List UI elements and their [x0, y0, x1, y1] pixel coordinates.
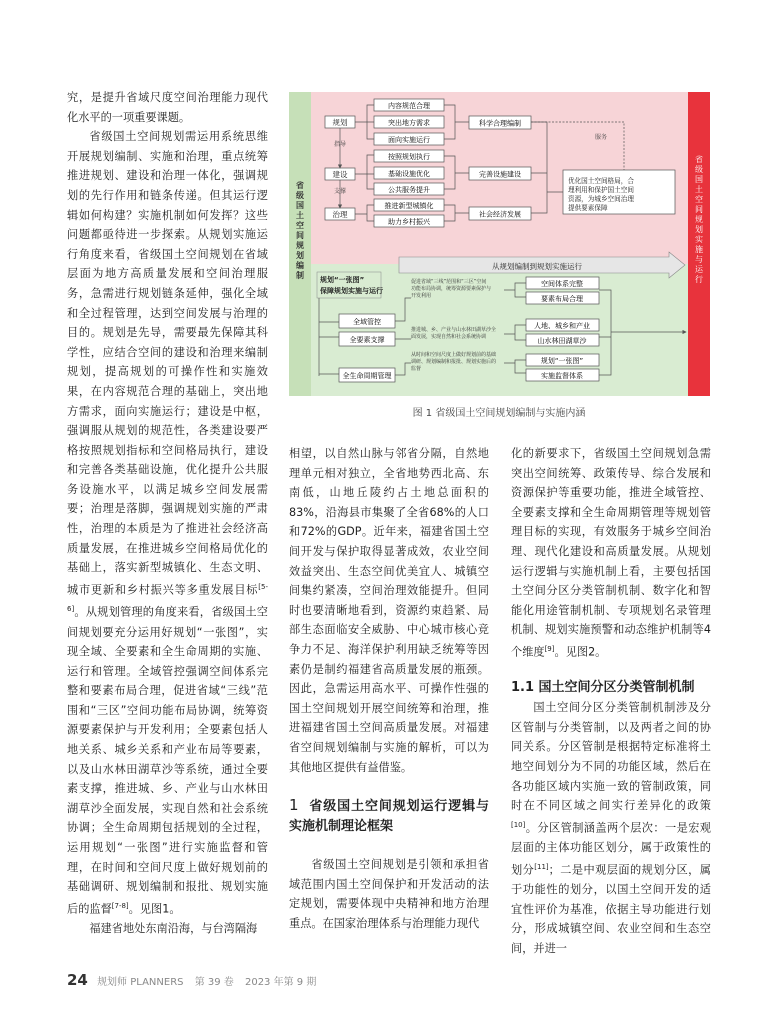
build-item: 公共服务提升: [388, 186, 430, 194]
paragraph: [511, 444, 711, 662]
desc-2: 推进城、乡、产业与山水林田湖草沙全 面发展，实现自然和社会系统协调: [411, 327, 497, 340]
paragraph: 福建省地处东南沿海，与台湾隔海: [89, 922, 258, 936]
plan-items: [374, 99, 444, 145]
left-band-label: 省级国土空间规划编制: [296, 181, 304, 280]
citation: [9]: [544, 644, 555, 653]
desc-3: 从时间和空间尺度上做好规划前的基础 调研、规划编制和报批、规划实施后的 监督: [411, 352, 497, 372]
govern-item: 推进新型城镇化: [384, 202, 434, 210]
paragraph: [67, 127, 268, 919]
right-band-label: 省级国土空间规划实施与运行: [695, 155, 703, 284]
column-2: [289, 444, 489, 933]
citation: [11]: [534, 862, 549, 871]
result-box: 空间体系完整: [541, 280, 583, 288]
paragraph: 究，是提升省域尺度空间治理能力现代化水平的一项重要课题。: [67, 91, 268, 124]
support-label: 支撑: [333, 188, 347, 195]
build-item: 按照规划执行: [388, 153, 430, 161]
section-title: 省级国土空间规划运行逻辑与实施机制理论框架: [289, 799, 489, 835]
mid-box: 完善设施建设: [479, 170, 521, 179]
govern-item: 助力乡村振兴: [388, 218, 430, 226]
paragraph-text: 。分区管制涵盖两个层次：一是宏观层面的主体功能区划分，属于政策性的划分: [511, 821, 711, 877]
right-band: [688, 92, 710, 396]
goal-text: 优化国土空间格局，合 理利用和保护国土空间 资源，为城乡空间治理 提供要素保障: [568, 177, 634, 212]
result-box: 要素布局合理: [541, 295, 583, 303]
page-footer: [67, 971, 316, 989]
page-number: 24: [67, 971, 88, 989]
paragraph: 相望，以自然山脉与邻省分隔，自然地理单元相对独立，全省地势西北高、东南低，山地丘陵约占土地总面积的83%，沿海县市集聚了全省68%的人口和72%的GDP。近年来，福建省国土空间开发与保护取得显著成效，农业空间效益突出、生态空间优美宜人、城镇空间集约紧凑，空间治理效能提升。但同时也要清晰地看到，资源约束趋紧、局部生态面临安全威胁、中心城市核心竞争力不足、海洋保护利用缺乏统筹等因素仍是制约福建省高质量发展的瓶颈。因此，急需运用高水平、可操作性强的国土空间规划开展空间统筹和治理，推进福建省国土空间高质量发展。对福建省空间规划编制与实施的解析，可以为其他地区提供有益借鉴。: [289, 447, 489, 774]
journal-name: 规划师 PLANNERS: [97, 977, 184, 988]
citation: [7-8]: [111, 901, 129, 910]
result-box: 人地、城乡和产业: [534, 322, 590, 330]
onemap-title: 规划“一张图” 保障规划实施与运行: [320, 276, 383, 295]
build-item: 基础设施优化: [388, 170, 430, 178]
service-label: 服务: [595, 134, 608, 141]
svg-text:治理: 治理: [332, 210, 348, 219]
plan-item: 内容规范合理: [388, 102, 430, 110]
svg-text:规划: 规划: [332, 118, 348, 127]
volume: 第 39 卷: [194, 977, 234, 988]
paragraph-text: 。见图2。: [554, 645, 607, 659]
transition-label: 从规划编制到规划实施运行: [492, 262, 582, 271]
paragraph-text: 。见图1。: [128, 902, 181, 916]
svg-text:建设: 建设: [332, 170, 348, 179]
mgmt-box: 全要素支撑: [349, 336, 385, 344]
citation: [5-6]: [67, 582, 268, 614]
result-boxes: [526, 277, 599, 381]
build-items: [374, 150, 444, 195]
issue: 2023 年第 9 期: [244, 977, 317, 988]
section-number: 1: [289, 796, 299, 815]
column-3: [511, 444, 711, 958]
result-box: 规划“一张图”: [540, 357, 584, 365]
mid-box: 社会经济发展: [479, 210, 521, 219]
mgmt-box: 全域管控: [353, 318, 381, 326]
plan-item: 突出地方需求: [388, 119, 430, 127]
result-box: 实施监督体系: [541, 372, 583, 380]
paragraph: [511, 698, 711, 958]
mgmt-box: 全生命周期管理: [342, 372, 392, 380]
paragraph-text: 化的新要求下，省级国土空间规划急需突出空间统筹、政策传导、综合发展和资源保护等重要功能，推进全域管控、全要素支撑和全生命周期管理等规划管理目标的实现，有效服务于城乡空间治理、现代化建设和高质量发展。从规划运行逻辑与实施机制上看，主要包括国土空间分区分类管制机制、数字化和智能化用途管制机制、专项规划名录管理机制、规划实施预警和动态维护机制等4个维度: [511, 447, 711, 659]
figure-1-diagram: [289, 92, 710, 396]
paragraph-text: 国土空间分区分类管制机制涉及分区管制与分类管制，以及两者之间的协同关系。分区管制是根据特定标准将土地空间划分为不同的功能区域，然后在各功能区域内实施一致的管制政策，同时在不同区域之间实行差异化的政策: [511, 701, 711, 813]
paragraph-text: ；二是中观层面的规划分区，属于功能性的划分，以国土空间开发的适宜性评价为基准，依据主导功能进行划分，形成城镇空间、农业空间和生态空间，并进一: [511, 863, 711, 955]
figure-1: [289, 92, 710, 396]
figure-caption: 图 1 省级国土空间规划编制与实施内涵: [412, 408, 586, 419]
result-box: 山水林田湖草沙: [537, 337, 587, 345]
paragraph-text: 省级国土空间规划需运用系统思维开展规划编制、实施和治理，重点统筹推进规划、建设和治理一体化，强调规划的先行作用和链条传递。但其运行逻辑如何构建？实施机制如何发挥？这些问题都亟待进一步探索。从规划实施运行角度来看，省级国土空间规划在省域层面为地方高质量发展和空间治理服务，急需进行规划链条延伸，强化全域和全过程管理，达到空间发展与治理的目的。规划是先导，需要最先保障其科学性，应结合空间的建设和治理来编制规划，提高规划的可操作性和实施效果，在内容规范合理的基础上，突出地方需求，面向实施运行；建设是中枢，强调服从规划的规范性，各类建设要严格按照规划指标和空间格局执行，建设和完善各类基础设施，优化提升公共服务设施水平，以满足城乡空间发展需要；治理是落脚，强调规划实施的严肃性，治理的本质是为了推进社会经济高质量发展，在推进城乡空间格局优化的基础上，落实新型城镇化、生态文明、城市更新和乡村振兴等多重发展目标: [67, 130, 268, 597]
stage-plan: [325, 116, 355, 128]
plan-item: 面向实施运行: [388, 136, 430, 144]
column-1: [67, 88, 268, 939]
stage-build: [325, 168, 355, 180]
citation: [10]: [511, 820, 526, 829]
paragraph: 省级国土空间规划是引领和承担省域范围内国土空间保护和开发活动的法定规划，需要体现中央精神和地方治理重点。在国家治理体系与治理能力现代: [289, 858, 489, 930]
paragraph-text: 。从规划管理的角度来看，省级国土空间规划要充分运用好规划“一张图”，实现全域、全要素和全生命周期的实施、运行和管理。全域管控强调空间体系完整和要素布局合理，促进省域“三线”范围和“三区”空间功能布局协调，统筹资源要素保护与开发利用；全要素包括人地关系、城乡关系和产业布局等要素，以及山水林田湖草沙等系统，通过全要素支撑，推进城、乡、产业与山水林田湖草沙全面发展，实现自然和社会系统协调；全生命周期包括规划的全过程，运用规划“一张图”进行实施监督和管理，在时间和空间尺度上做好规划前的基础调研、规划编制和报批、规划实施后的监督: [67, 605, 268, 916]
section-heading-1: [289, 795, 489, 837]
mid-box: 科学合理编制: [479, 119, 521, 128]
section-heading-1-1: 1.1 国土空间分区分类管制机制: [511, 680, 695, 696]
lead-label: 指导: [333, 141, 347, 148]
stage-govern: [325, 208, 355, 220]
desc-1: 促进省域“三线”范围和“三区”空间 功能布局协调，统筹资源要素保护与 开发利用: [411, 279, 492, 299]
